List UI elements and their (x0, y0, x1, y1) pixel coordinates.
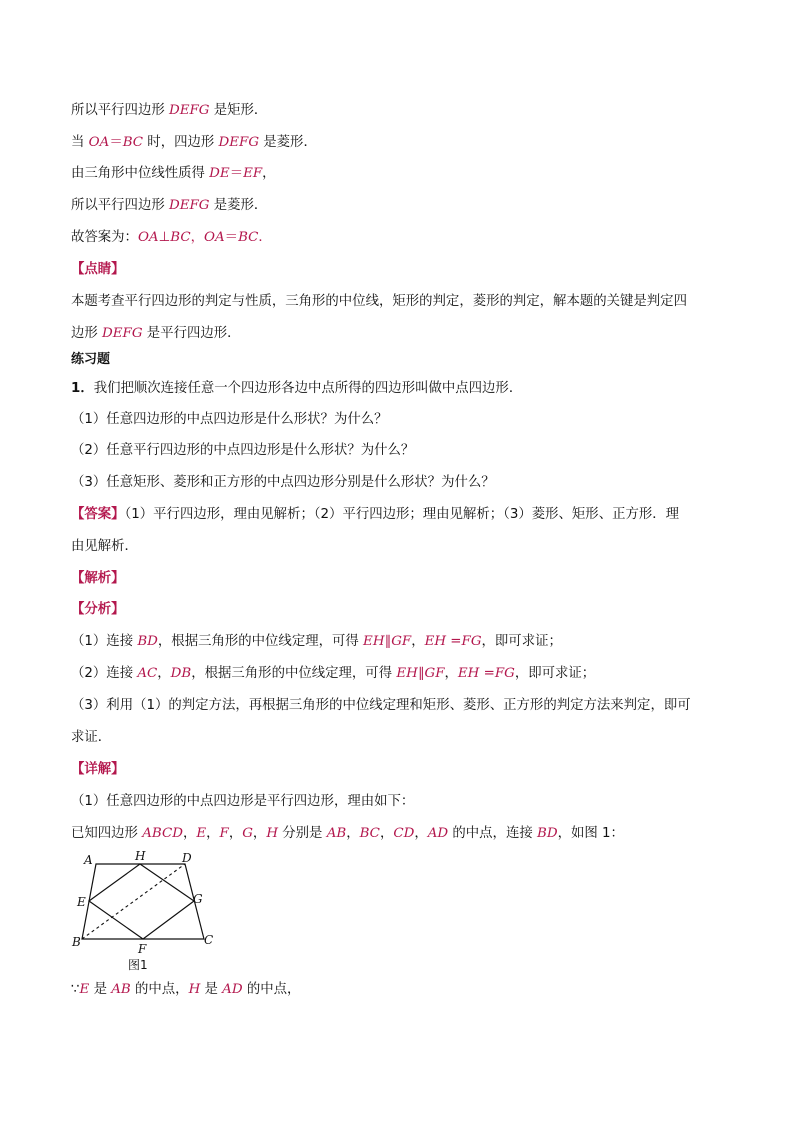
text-line: 当 OA＝BC 时，四边形 DEFG 是菱形． (71, 135, 317, 150)
analysis-line: （2）连接 AC，DB，根据三角形的中位线定理，可得 EH∥GF，EH =FG，即可求证； (71, 666, 596, 681)
vertex-label-B: B (72, 935, 81, 949)
midpoint-quadrilateral-EFGH (89, 864, 194, 939)
answer-line: 【答案】（1）平行四边形，理由见解析；（2）平行四边形；理由见解析；（3）菱形、矩形、正方形．理 (71, 507, 680, 522)
question-part: （3）任意矩形、菱形和正方形的中点四边形分别是什么形状？为什么？ (71, 475, 495, 490)
section-heading-dianjing: 【点睛】 (71, 262, 125, 277)
analysis-line: （1）连接 BD，根据三角形的中位线定理，可得 EH∥GF，EH =FG，即可求证； (71, 634, 562, 649)
vertex-label-G: G (193, 892, 203, 906)
text-line: 所以平行四边形 DEFG 是矩形． (71, 103, 268, 118)
answer-line: 故答案为：OA⊥BC，OA＝BC． (71, 230, 272, 245)
vertex-label-C: C (204, 933, 214, 947)
vertex-label-E: E (77, 895, 86, 909)
section-heading-exercises: 练习题 (71, 352, 111, 367)
section-heading-xiangjie: 【详解】 (71, 762, 125, 777)
analysis-line: 求证． (71, 730, 112, 745)
vertex-label-D: D (182, 851, 192, 865)
diagonal-BD-dashed (82, 864, 185, 939)
vertex-label-H: H (135, 849, 146, 863)
text-line: 本题考查平行四边形的判定与性质，三角形的中位线，矩形的判定，菱形的判定，解本题的关键是判定四 (71, 294, 687, 309)
question-part: （2）任意平行四边形的中点四边形是什么形状？为什么？ (71, 443, 415, 458)
figure-caption: 图1 (128, 958, 148, 972)
section-heading-fenxi: 【分析】 (71, 602, 125, 617)
vertex-label-A: A (84, 853, 93, 867)
section-heading-jiexi: 【解析】 (71, 571, 125, 586)
analysis-line: （3）利用（1）的判定方法，再根据三角形的中位线定理和矩形、菱形、正方形的判定方法来判定，即可 (71, 698, 691, 713)
quadrilateral-ABCD (82, 864, 204, 939)
solution-line: （1）任意四边形的中点四边形是平行四边形，理由如下： (71, 794, 415, 809)
answer-line: 由见解析． (71, 539, 138, 554)
figure-1-quadrilateral (64, 848, 224, 976)
text-line: 由三角形中位线性质得 DE＝EF， (71, 166, 276, 181)
vertex-label-F: F (138, 942, 147, 956)
question-part: （1）任意四边形的中点四边形是什么形状？为什么？ (71, 412, 388, 427)
solution-line: ∵E 是 AB 的中点，H 是 AD 的中点， (71, 982, 301, 997)
text-line: 所以平行四边形 DEFG 是菱形． (71, 198, 268, 213)
solution-line: 已知四边形 ABCD，E，F，G，H 分别是 AB，BC，CD，AD 的中点，连接 BD，如图 1： (71, 826, 624, 841)
question-stem: 1．我们把顺次连接任意一个四边形各边中点所得的四边形叫做中点四边形． (71, 381, 523, 396)
text-line: 边形 DEFG 是平行四边形． (71, 326, 241, 341)
